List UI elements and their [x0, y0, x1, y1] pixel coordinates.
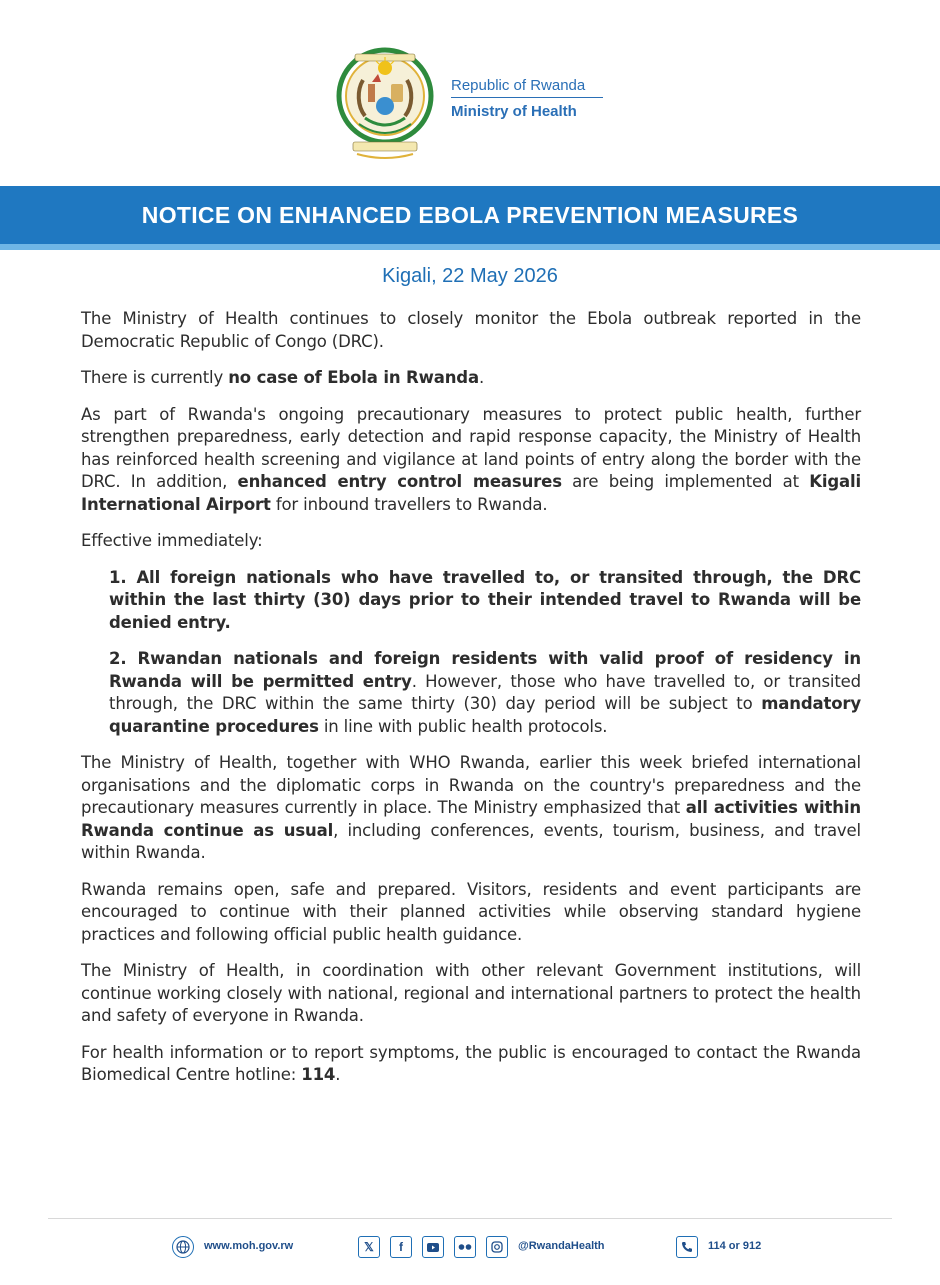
- facebook-icon[interactable]: f: [390, 1236, 412, 1258]
- rwanda-coat-of-arms-seal: [335, 44, 435, 162]
- text-span: . However, those who have travelled to, or transited through, the DRC within the same thirty (30) day period will be subject to: [109, 671, 861, 713]
- instagram-icon[interactable]: [486, 1236, 508, 1258]
- text-span: As part of Rwanda's ongoing precautionary measures to protect public health, further strengthen preparedness, early detection and rapid response capacity, the Ministry of Health has reinforced health screening and vigilance at land points of entry along the border with the DRC. In addition,: [81, 404, 861, 491]
- text-span: The Ministry of Health, together with WHO Rwanda, earlier this week briefed international organisations and the diplomatic corps in Rwanda on the country's preparedness and the precautionary measures currently in place. The Ministry emphasized that: [81, 753, 861, 817]
- notice-body: [81, 308, 861, 1101]
- footer: [0, 1236, 940, 1264]
- bold-span: mandatory quarantine procedures: [109, 694, 861, 736]
- website-link[interactable]: www.moh.gov.rw: [204, 1240, 294, 1252]
- organization-name: [451, 77, 603, 120]
- paragraph-5: [81, 752, 861, 865]
- text-span: in line with public health protocols.: [318, 716, 608, 736]
- paragraph-4: Effective immediately:: [81, 531, 263, 550]
- x-icon[interactable]: 𝕏: [358, 1236, 380, 1258]
- text-span: There is currently: [81, 368, 229, 387]
- paragraph-2: [81, 367, 861, 390]
- dateline: Kigali, 22 May 2026: [382, 265, 558, 287]
- globe-icon: [172, 1236, 194, 1258]
- notice-title: NOTICE ON ENHANCED EBOLA PREVENTION MEASURES: [141, 201, 799, 228]
- bold-span: 1. All foreign nationals who have travelled to, or transited through, the DRC within the last thirty (30) days prior to their intended travel to Rwanda will be denied entry.: [109, 567, 861, 632]
- bold-span: 114: [301, 1065, 336, 1084]
- paragraph-1: The Ministry of Health continues to closely monitor the Ebola outbreak reported in the Democratic Republic of Congo (DRC).: [81, 309, 861, 351]
- paragraph-8: [81, 1042, 861, 1087]
- republic-label: Republic of Rwanda: [451, 77, 603, 98]
- paragraph-7: The Ministry of Health, in coordination with other relevant Government institutions, will continue working closely with national, regional and international partners to protect the health and safety of everyone in Rwanda.: [81, 961, 861, 1025]
- social-handle[interactable]: @RwandaHealth: [518, 1240, 605, 1252]
- text-span: .: [478, 368, 485, 387]
- text-span: are being implemented at: [561, 472, 810, 491]
- paragraph-3: [81, 404, 861, 517]
- paragraph-6: Rwanda remains open, safe and prepared. Visitors, residents and event participants are encouraged to continue with their planned activities while observing standard hygiene practices and following official public health guidance.: [81, 879, 861, 944]
- bold-span: enhanced entry control measures: [237, 472, 562, 491]
- phone-icon: [676, 1236, 698, 1258]
- letterhead: [0, 0, 940, 185]
- text-span: , including conferences, events, tourism, business, and travel within Rwanda.: [81, 820, 861, 862]
- measure-1: [109, 567, 861, 635]
- text-span: For health information or to report symptoms, the public is encouraged to contact the Rwanda Biomedical Centre hotline:: [81, 1042, 861, 1084]
- text-span: for inbound travellers to Rwanda.: [270, 494, 548, 514]
- bold-span: no case of Ebola in Rwanda: [228, 368, 479, 387]
- youtube-icon[interactable]: [422, 1236, 444, 1258]
- measure-2: [109, 648, 861, 738]
- bold-span: all activities within Rwanda continue as usual: [81, 798, 861, 840]
- ministry-label: Ministry of Health: [451, 103, 577, 120]
- footer-divider: [48, 1218, 892, 1219]
- bold-span: 2. Rwandan nationals and foreign residents with valid proof of residency in Rwanda will be permitted entry: [109, 649, 861, 691]
- title-banner: [0, 186, 940, 250]
- hotline-numbers: 114 or 912: [708, 1240, 762, 1252]
- flickr-icon[interactable]: [454, 1236, 476, 1258]
- bold-span: Kigali International Airport: [81, 472, 862, 514]
- text-span: .: [335, 1065, 341, 1084]
